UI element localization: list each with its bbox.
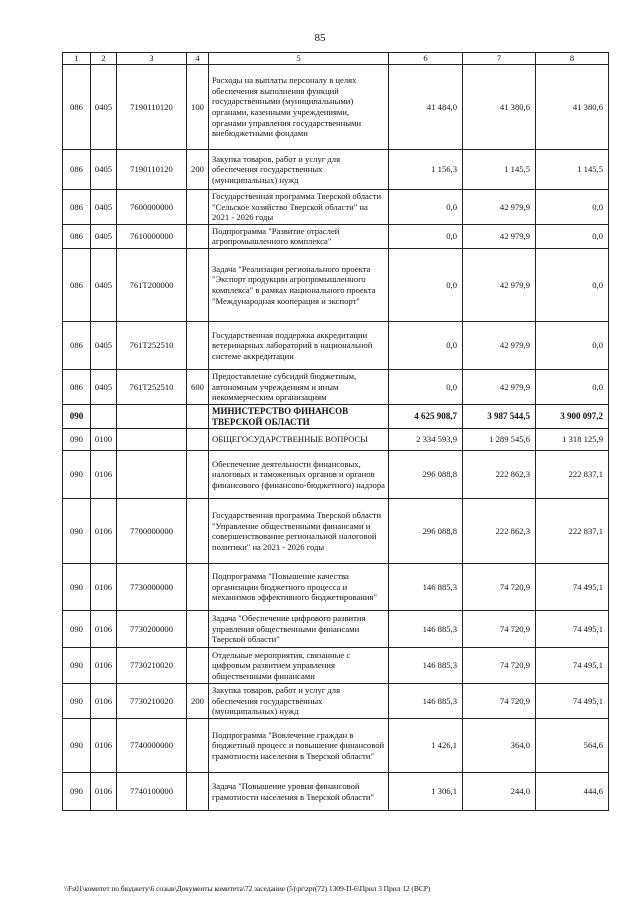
- cell-amount-2026: 222 837,1: [536, 451, 609, 499]
- cell-amount-2024: 146 885,3: [389, 564, 463, 611]
- cell-expense-type: [187, 499, 209, 564]
- cell-admin-code: 086: [63, 248, 91, 321]
- cell-expense-type: [187, 321, 209, 369]
- cell-target-code: 7610000000: [117, 224, 187, 248]
- cell-amount-2025: 244,0: [463, 773, 536, 811]
- cell-expense-type: [187, 224, 209, 248]
- cell-amount-2024: 41 484,0: [389, 65, 463, 150]
- header-cell: 6: [389, 53, 463, 65]
- page-number: 85: [314, 32, 326, 44]
- cell-amount-2024: 2 334 593,9: [389, 429, 463, 451]
- cell-amount-2024: 146 885,3: [389, 648, 463, 684]
- cell-amount-2025: 42 979,9: [463, 190, 536, 225]
- cell-target-code: [117, 429, 187, 451]
- cell-amount-2026: 3 900 097,2: [536, 404, 609, 428]
- cell-section-code: 0405: [91, 369, 117, 404]
- cell-target-code: 7190110120: [117, 150, 187, 190]
- cell-admin-code: 090: [63, 499, 91, 564]
- cell-amount-2024: 1 306,1: [389, 773, 463, 811]
- cell-name: Закупка товаров, работ и услуг для обеспечения государственных (муниципальных) нужд: [209, 684, 389, 719]
- cell-name: Закупка товаров, работ и услуг для обеспечения государственных (муниципальных) нужд: [209, 150, 389, 190]
- table-row: [63, 719, 609, 773]
- cell-section-code: 0106: [91, 719, 117, 773]
- cell-expense-type: [187, 719, 209, 773]
- cell-target-code: 7730210020: [117, 684, 187, 719]
- header-row: [63, 53, 609, 65]
- cell-amount-2026: 1 318 125,9: [536, 429, 609, 451]
- table-row: [63, 429, 609, 451]
- table-row: [63, 190, 609, 225]
- cell-section-code: 0106: [91, 648, 117, 684]
- table-row: [63, 248, 609, 321]
- cell-amount-2024: 296 088,8: [389, 499, 463, 564]
- cell-expense-type: [187, 773, 209, 811]
- cell-target-code: 7740100000: [117, 773, 187, 811]
- cell-admin-code: 086: [63, 321, 91, 369]
- cell-amount-2024: 0,0: [389, 369, 463, 404]
- cell-name: Подпрограмма "Развитие отраслей агропромышленного комплекса": [209, 224, 389, 248]
- cell-target-code: 761T252510: [117, 321, 187, 369]
- cell-amount-2026: 74 495,1: [536, 648, 609, 684]
- cell-amount-2024: 0,0: [389, 190, 463, 225]
- cell-amount-2024: 4 625 908,7: [389, 404, 463, 428]
- cell-target-code: 7730200000: [117, 611, 187, 648]
- cell-name: Задача "Обеспечение цифрового развития управления общественными финансами Тверской области": [209, 611, 389, 648]
- cell-admin-code: 086: [63, 65, 91, 150]
- table-row: [63, 648, 609, 684]
- table-row: [63, 451, 609, 499]
- cell-section-code: 0405: [91, 65, 117, 150]
- cell-amount-2024: 146 885,3: [389, 684, 463, 719]
- cell-expense-type: 100: [187, 65, 209, 150]
- cell-name: Задача "Реализация регионального проекта "Экспорт продукции агропромышленного комплекса" в рамках национального проекта "Международная кооперация и экспорт": [209, 248, 389, 321]
- cell-amount-2024: 0,0: [389, 321, 463, 369]
- cell-admin-code: 090: [63, 451, 91, 499]
- table-row: [63, 684, 609, 719]
- cell-target-code: 7600000000: [117, 190, 187, 225]
- cell-expense-type: [187, 564, 209, 611]
- cell-name: ОБЩЕГОСУДАРСТВЕННЫЕ ВОПРОСЫ: [209, 429, 389, 451]
- cell-amount-2025: 1 289 545,6: [463, 429, 536, 451]
- cell-admin-code: 090: [63, 719, 91, 773]
- cell-amount-2025: 42 979,9: [463, 321, 536, 369]
- budget-table: [62, 52, 609, 811]
- cell-target-code: 7700000000: [117, 499, 187, 564]
- cell-amount-2025: 42 979,9: [463, 369, 536, 404]
- cell-amount-2025: 222 862,3: [463, 451, 536, 499]
- cell-amount-2026: 564,6: [536, 719, 609, 773]
- cell-amount-2026: 74 495,1: [536, 684, 609, 719]
- cell-name: Государственная поддержка аккредитации ветеринарных лабораторий в национальной системе аккредитации: [209, 321, 389, 369]
- table-row: [63, 369, 609, 404]
- cell-amount-2024: 296 088,8: [389, 451, 463, 499]
- cell-target-code: 761T200000: [117, 248, 187, 321]
- cell-name: Предоставление субсидий бюджетным, автономным учреждениям и иным некоммерческим организациям: [209, 369, 389, 404]
- table-row: [63, 224, 609, 248]
- cell-expense-type: [187, 648, 209, 684]
- header-cell: 1: [63, 53, 91, 65]
- cell-amount-2026: 41 380,6: [536, 65, 609, 150]
- cell-name: Отдельные мероприятия, связанные с цифровым развитием управления общественными финансами: [209, 648, 389, 684]
- cell-section-code: 0100: [91, 429, 117, 451]
- cell-target-code: 7190110120: [117, 65, 187, 150]
- cell-admin-code: 086: [63, 150, 91, 190]
- cell-section-code: 0405: [91, 224, 117, 248]
- cell-target-code: 7740000000: [117, 719, 187, 773]
- cell-name: Государственная программа Тверской области "Управление общественными финансами и совершенствование региональной налоговой политики" на 2021 - 2026 годы: [209, 499, 389, 564]
- cell-amount-2026: 0,0: [536, 224, 609, 248]
- cell-admin-code: 086: [63, 224, 91, 248]
- cell-amount-2024: 0,0: [389, 224, 463, 248]
- cell-admin-code: 090: [63, 564, 91, 611]
- cell-name: Государственная программа Тверской области "Сельское хозяйство Тверской области" на 2021 - 2026 годы: [209, 190, 389, 225]
- cell-name: Обеспечение деятельности финансовых, налоговых и таможенных органов и органов финансового (финансово-бюджетного) надзора: [209, 451, 389, 499]
- table-row: [63, 773, 609, 811]
- cell-admin-code: 090: [63, 684, 91, 719]
- cell-amount-2026: 444,6: [536, 773, 609, 811]
- cell-section-code: 0106: [91, 684, 117, 719]
- cell-amount-2025: 3 987 544,5: [463, 404, 536, 428]
- cell-section-code: 0405: [91, 150, 117, 190]
- header-cell: 2: [91, 53, 117, 65]
- cell-target-code: [117, 451, 187, 499]
- cell-section-code: [91, 404, 117, 428]
- cell-amount-2025: 42 979,9: [463, 248, 536, 321]
- cell-amount-2024: 1 156,3: [389, 150, 463, 190]
- cell-admin-code: 090: [63, 429, 91, 451]
- table-row: [63, 499, 609, 564]
- table-row: [63, 611, 609, 648]
- cell-section-code: 0405: [91, 190, 117, 225]
- table-row: [63, 321, 609, 369]
- cell-expense-type: [187, 248, 209, 321]
- cell-amount-2025: 74 720,9: [463, 684, 536, 719]
- cell-admin-code: 086: [63, 369, 91, 404]
- cell-section-code: 0405: [91, 321, 117, 369]
- table-row: [63, 564, 609, 611]
- cell-amount-2026: 0,0: [536, 369, 609, 404]
- cell-section-code: 0106: [91, 773, 117, 811]
- cell-section-code: 0106: [91, 499, 117, 564]
- table-row: [63, 65, 609, 150]
- cell-name: Расходы на выплаты персоналу в целях обеспечения выполнения функций государственными (муниципальными) органами, казенными учреждениями, органами управления государственными внебюджетными фондами: [209, 65, 389, 150]
- file-path-footer: \\Fs01\комитет по бюджету\6 созыв\Документы комитета\72 заседание (5)\pr\zpr(72) 1309-П-6\Прил 3 Прил 12 (ВСР): [64, 884, 431, 893]
- cell-expense-type: 200: [187, 150, 209, 190]
- cell-target-code: 761T252510: [117, 369, 187, 404]
- cell-amount-2024: 0,0: [389, 248, 463, 321]
- table-row: [63, 404, 609, 428]
- cell-section-code: 0106: [91, 611, 117, 648]
- cell-name: Подпрограмма "Повышение качества организации бюджетного процесса и механизмов эффективного бюджетирования": [209, 564, 389, 611]
- header-cell: 4: [187, 53, 209, 65]
- cell-amount-2026: 0,0: [536, 190, 609, 225]
- cell-name: МИНИСТЕРСТВО ФИНАНСОВ ТВЕРСКОЙ ОБЛАСТИ: [209, 404, 389, 428]
- cell-admin-code: 090: [63, 773, 91, 811]
- cell-amount-2026: 1 145,5: [536, 150, 609, 190]
- cell-amount-2025: 42 979,9: [463, 224, 536, 248]
- cell-amount-2025: 222 862,3: [463, 499, 536, 564]
- cell-target-code: 7730000000: [117, 564, 187, 611]
- cell-amount-2026: 74 495,1: [536, 564, 609, 611]
- header-cell: 7: [463, 53, 536, 65]
- cell-amount-2025: 364,0: [463, 719, 536, 773]
- cell-expense-type: 600: [187, 369, 209, 404]
- cell-amount-2026: 0,0: [536, 248, 609, 321]
- cell-admin-code: 090: [63, 404, 91, 428]
- cell-name: Подпрограмма "Вовлечение граждан в бюджетный процесс и повышение финансовой грамотности населения в Тверской области": [209, 719, 389, 773]
- cell-expense-type: [187, 404, 209, 428]
- cell-section-code: 0106: [91, 451, 117, 499]
- cell-section-code: 0405: [91, 248, 117, 321]
- cell-expense-type: [187, 429, 209, 451]
- cell-admin-code: 086: [63, 190, 91, 225]
- cell-admin-code: 090: [63, 648, 91, 684]
- cell-expense-type: [187, 451, 209, 499]
- table-row: [63, 150, 609, 190]
- cell-amount-2025: 41 380,6: [463, 65, 536, 150]
- cell-name: Задача "Повышение уровня финансовой грамотности населения в Тверской области": [209, 773, 389, 811]
- header-cell: 3: [117, 53, 187, 65]
- cell-amount-2024: 1 426,1: [389, 719, 463, 773]
- cell-amount-2025: 74 720,9: [463, 564, 536, 611]
- header-cell: 5: [209, 53, 389, 65]
- cell-target-code: 7730210020: [117, 648, 187, 684]
- cell-amount-2026: 0,0: [536, 321, 609, 369]
- cell-expense-type: [187, 611, 209, 648]
- cell-amount-2026: 222 837,1: [536, 499, 609, 564]
- cell-amount-2026: 74 495,1: [536, 611, 609, 648]
- cell-amount-2025: 1 145,5: [463, 150, 536, 190]
- cell-target-code: [117, 404, 187, 428]
- cell-expense-type: [187, 190, 209, 225]
- header-cell: 8: [536, 53, 609, 65]
- cell-amount-2024: 146 885,3: [389, 611, 463, 648]
- cell-expense-type: 200: [187, 684, 209, 719]
- cell-amount-2025: 74 720,9: [463, 611, 536, 648]
- cell-section-code: 0106: [91, 564, 117, 611]
- cell-amount-2025: 74 720,9: [463, 648, 536, 684]
- cell-admin-code: 090: [63, 611, 91, 648]
